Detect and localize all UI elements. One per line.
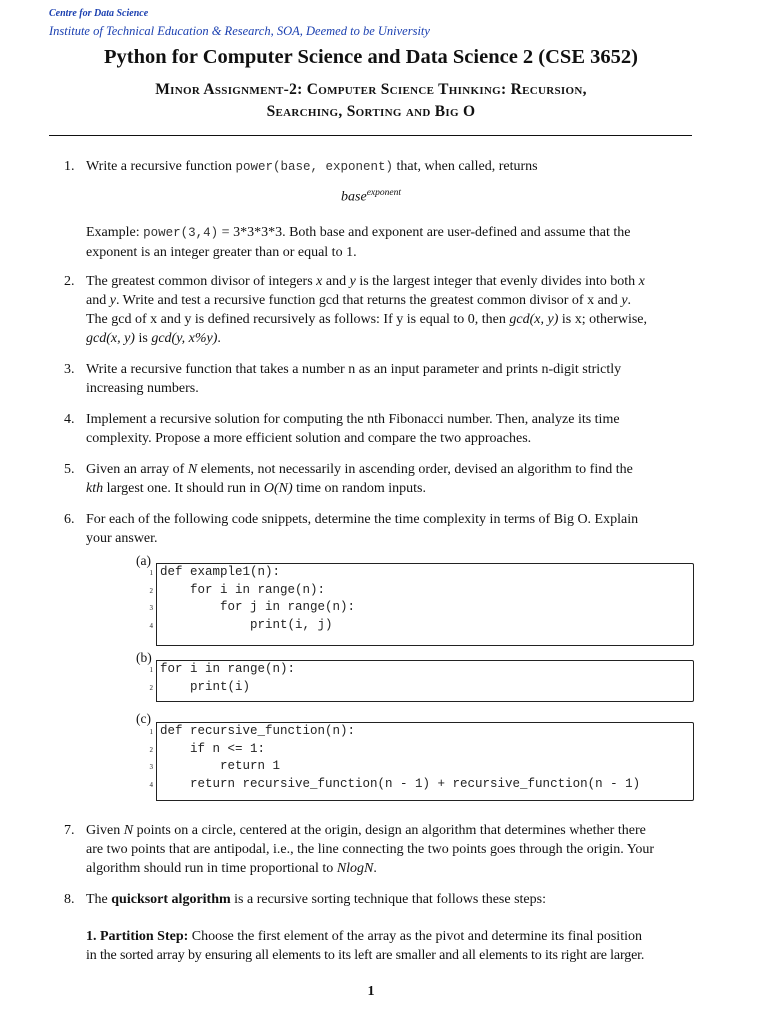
var-x: x — [316, 274, 323, 289]
question-number: 2. — [64, 274, 75, 289]
line-number: 3 — [149, 604, 153, 613]
q2-l3b: is x; otherwise, — [558, 312, 648, 327]
q1-ex-b: = 3*3*3*3. Both base and exponent are user-defined and assume that the — [218, 225, 631, 240]
code-line — [149, 723, 693, 741]
formula-base: base — [341, 189, 367, 205]
q8-step-line-2: in the sorted array by ensuring all elements to its left are smaller and all elements to its right are larger. — [86, 948, 645, 963]
q5-line-1 — [86, 460, 692, 479]
var-kth: kth — [86, 481, 104, 496]
code-line — [149, 679, 693, 697]
question-number: 8. — [64, 892, 75, 907]
q7-l1a: Given — [86, 823, 124, 838]
q4-line-2: complexity. Propose a more efficient solution and compare the two approaches. — [86, 431, 532, 446]
code-text: for i in range(n): — [160, 662, 296, 676]
line-number: 3 — [149, 763, 153, 772]
subtitle-line-2: Searching, Sorting and Big O — [266, 103, 476, 120]
line-number: 1 — [149, 728, 153, 736]
line-number: 1 — [149, 569, 153, 577]
q7-l3b: . — [373, 861, 377, 876]
q2-l4a: is — [134, 331, 152, 346]
question-number: 5. — [64, 462, 75, 477]
q3-line-2: increasing numbers. — [86, 381, 199, 396]
code-text: for i in range(n): — [160, 582, 326, 597]
line-number: 4 — [149, 781, 153, 790]
big-o-expr: O(N) — [263, 481, 293, 496]
q2-l2c: . — [627, 293, 632, 308]
q2-line-1 — [86, 272, 692, 291]
code-text: return recursive_function(n - 1) + recursive_function(n - 1) — [160, 777, 641, 792]
q1-example-line-1 — [86, 223, 692, 243]
q1-formula — [0, 188, 742, 206]
line-number: 1 — [149, 666, 153, 674]
snippet-label-a: (a) — [136, 553, 151, 568]
q2-l2b: . Write and test a recursive function gcd that returns the greatest common divisor of x and — [115, 293, 622, 308]
var-y: y — [621, 293, 628, 308]
var-x: x — [638, 274, 645, 289]
var-y: y — [349, 274, 356, 289]
code-text: def example1(n): — [160, 565, 281, 579]
q8-l1a: The — [86, 892, 112, 907]
page-number: 1 — [367, 984, 375, 999]
question-6 — [64, 510, 692, 548]
q1-ex-code: power(3,4) — [143, 226, 219, 240]
q6-line-1: For each of the following code snippets, determine the time complexity in terms of Big O. Explain — [86, 512, 639, 527]
code-line — [149, 758, 693, 776]
question-number: 1. — [64, 159, 75, 174]
q2-l2a: and — [86, 293, 110, 308]
code-line — [149, 564, 693, 582]
var-n: N — [187, 462, 198, 477]
code-text: return 1 — [160, 759, 281, 774]
q8-l1b: is a recursive sorting technique that follows these steps: — [230, 892, 546, 907]
q5-l1b: elements, not necessarily in ascending order, devised an algorithm to find the — [197, 462, 633, 477]
line-number: 4 — [149, 622, 153, 631]
gcd-expr: gcd(x, y) — [86, 331, 135, 346]
q3-line-1: Write a recursive function that takes a number n as an input parameter and prints n-digit strictly — [86, 362, 622, 377]
formula-exponent: exponent — [366, 188, 401, 198]
q2-l4b: . — [217, 331, 221, 346]
code-text: print(i) — [160, 679, 251, 694]
q2-l3a: The gcd of x and y is defined recursively as follows: If y is equal to 0, then — [86, 312, 510, 327]
q1-ex-a: Example: — [86, 225, 144, 240]
line-number: 2 — [149, 586, 153, 595]
centre-name: Centre for Data Science — [49, 8, 149, 19]
q2-line-2 — [86, 291, 692, 310]
q7-l3a: algorithm should run in time proportional to — [86, 861, 337, 876]
line-number: 2 — [149, 745, 153, 754]
q7-line-1 — [86, 821, 692, 840]
code-text: def recursive_function(n): — [160, 724, 356, 738]
question-2 — [64, 272, 692, 348]
q7-line-3 — [86, 859, 692, 878]
q1-example-line-2: exponent is an integer greater than or equal to 1. — [86, 245, 357, 260]
header-divider — [49, 135, 692, 136]
question-number: 7. — [64, 823, 75, 838]
question-4 — [64, 410, 692, 448]
question-1-example — [86, 223, 692, 262]
q2-line-3 — [86, 310, 692, 329]
q8-step-a: Choose the first element of the array as the pivot and determine its final position — [188, 929, 642, 944]
q8-step-line-1 — [86, 927, 692, 946]
question-number: 3. — [64, 362, 75, 377]
q4-line-1: Implement a recursive solution for computing the nth Fibonacci number. Then, analyze its time — [86, 412, 620, 427]
code-snippet-c — [149, 722, 694, 801]
line-number: 2 — [149, 683, 153, 692]
nlogn-expr: NlogN — [336, 861, 374, 876]
snippet-label-c: (c) — [136, 711, 151, 726]
code-line — [149, 582, 693, 600]
q2-l1c: is the largest integer that evenly divides into both — [355, 274, 639, 289]
question-8 — [64, 890, 692, 909]
q5-line-2 — [86, 479, 692, 498]
q7-line-2: are two points that are antipodal, i.e., the line connecting the two points goes through the origin. Your — [86, 842, 655, 857]
gcd-expr: gcd(x, y) — [509, 312, 559, 327]
q1-code: power(base, exponent) — [235, 160, 394, 174]
question-number: 4. — [64, 412, 75, 427]
code-snippet-b — [149, 660, 694, 702]
code-text: if n <= 1: — [160, 741, 266, 756]
question-7 — [64, 821, 692, 878]
partition-step-title: 1. Partition Step: — [86, 929, 189, 944]
quicksort-term: quicksort algorithm — [111, 892, 231, 907]
var-n: N — [123, 823, 134, 838]
code-line — [149, 741, 693, 759]
code-line — [149, 617, 693, 635]
code-line — [149, 661, 693, 679]
code-snippet-a — [149, 563, 694, 646]
question-1 — [64, 157, 692, 177]
institute-name: Institute of Technical Education & Research, SOA, Deemed to be University — [49, 24, 430, 38]
code-line — [149, 776, 693, 794]
page-title: Python for Computer Science and Data Science 2 (CSE 3652) — [104, 46, 638, 68]
snippet-label-b: (b) — [136, 650, 152, 665]
code-text: print(i, j) — [160, 618, 333, 633]
code-line — [149, 599, 693, 617]
question-8-partition-step — [86, 927, 692, 965]
q2-l1a: The greatest common divisor of integers — [86, 274, 317, 289]
q1-text-b: that, when called, returns — [393, 159, 538, 174]
code-text: for j in range(n): — [160, 600, 356, 615]
question-number: 6. — [64, 512, 75, 527]
q2-l1b: and — [322, 274, 350, 289]
question-5 — [64, 460, 692, 498]
gcd-recursive-expr: gcd(y, x%y) — [151, 331, 218, 346]
subtitle-line-1: Minor Assignment-2: Computer Science Thinking: Recursion, — [155, 81, 587, 98]
q6-line-2: your answer. — [86, 531, 158, 546]
q5-l2a: largest one. It should run in — [103, 481, 264, 496]
page-subtitle — [0, 79, 742, 123]
var-y: y — [109, 293, 116, 308]
q7-l1b: points on a circle, centered at the origin, design an algorithm that determines whether there — [133, 823, 646, 838]
question-3 — [64, 360, 692, 398]
q2-line-4 — [86, 329, 692, 348]
q5-l2b: time on random inputs. — [292, 481, 427, 496]
q5-l1a: Given an array of — [86, 462, 188, 477]
q1-text-a: Write a recursive function — [86, 159, 236, 174]
